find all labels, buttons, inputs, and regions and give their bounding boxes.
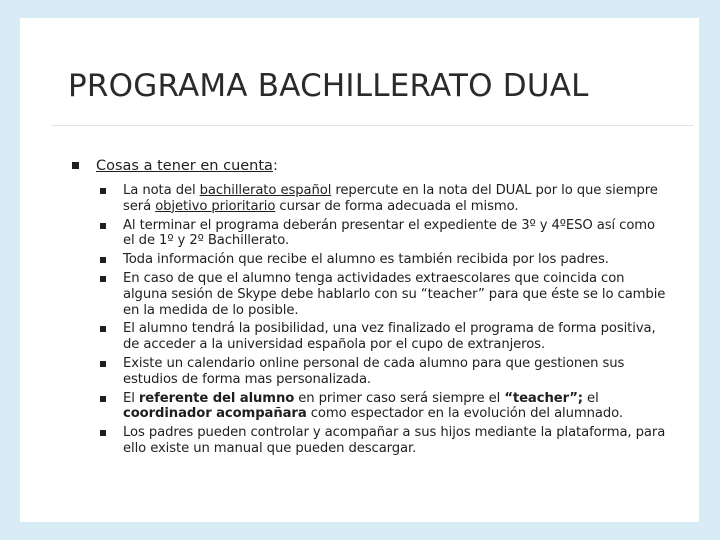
item-text: Toda información que recibe el alumno es también recibida por los padres.	[123, 252, 609, 268]
slide-title: PROGRAMA BACHILLERATO DUAL	[68, 68, 589, 104]
item-text: El	[123, 390, 139, 406]
list-item	[100, 391, 670, 423]
list-item	[100, 252, 670, 268]
list-item	[100, 218, 670, 250]
content-list	[72, 157, 692, 460]
item-text: Al terminar el programa deberán presentar el expediente de 3º y 4ºESO así como el de 1º y 2º Bachillerato.	[123, 217, 656, 249]
item-text: El alumno tendrá la posibilidad, una vez finalizado el programa de forma positiva, de acceder a la universidad española por el cupo de extranjeros.	[123, 321, 656, 353]
item-text: cursar de forma adecuada el mismo.	[275, 198, 519, 214]
list-item	[100, 321, 670, 353]
square-bullet-icon	[100, 430, 106, 436]
square-bullet-icon	[100, 257, 106, 263]
item-text: Los padres pueden controlar y acompañar a sus hijos mediante la plataforma, para ello existe un manual que pueden descargar.	[123, 425, 666, 456]
item-text: el	[582, 390, 599, 406]
item-underlined-text: bachillerato español	[199, 183, 332, 198]
item-bold-text: coordinador acompañara	[123, 406, 307, 422]
square-bullet-icon	[100, 326, 106, 332]
item-text: En caso de que el alumno tenga actividades extraescolares que coincida con alguna sesión de Skype debe hablarlo con su “teacher” para que éste se lo cambie en la medida de lo posible.	[123, 270, 666, 318]
item-text: como espectador en la evolución del alumnado.	[306, 406, 623, 422]
item-text: Existe un calendario online personal de cada alumno para que gestionen sus estudios de forma mas personalizada.	[123, 355, 625, 387]
list-item	[100, 356, 670, 388]
square-bullet-icon	[100, 361, 106, 367]
title-divider	[52, 125, 694, 126]
item-bold-text: referente del alumno	[138, 390, 295, 406]
square-bullet-icon	[100, 188, 106, 194]
square-bullet-icon	[100, 396, 106, 402]
list-item	[100, 183, 670, 215]
square-bullet-icon	[72, 162, 79, 169]
item-bold-text: “teacher”;	[504, 390, 583, 406]
sub-list	[100, 183, 670, 457]
heading-suffix: :	[272, 158, 278, 174]
list-item	[100, 425, 670, 457]
list-item	[100, 271, 670, 318]
heading-item	[72, 157, 692, 175]
square-bullet-icon	[100, 276, 106, 282]
square-bullet-icon	[100, 223, 106, 229]
item-text: La nota del	[123, 183, 200, 198]
item-underlined-text: objetivo prioritario	[155, 198, 276, 214]
heading-label: Cosas a tener en cuenta	[96, 158, 273, 174]
item-text: en primer caso será siempre el	[294, 390, 505, 406]
slide	[20, 18, 699, 522]
item-text: repercute en la nota del DUAL por lo que siempre será	[123, 183, 658, 214]
